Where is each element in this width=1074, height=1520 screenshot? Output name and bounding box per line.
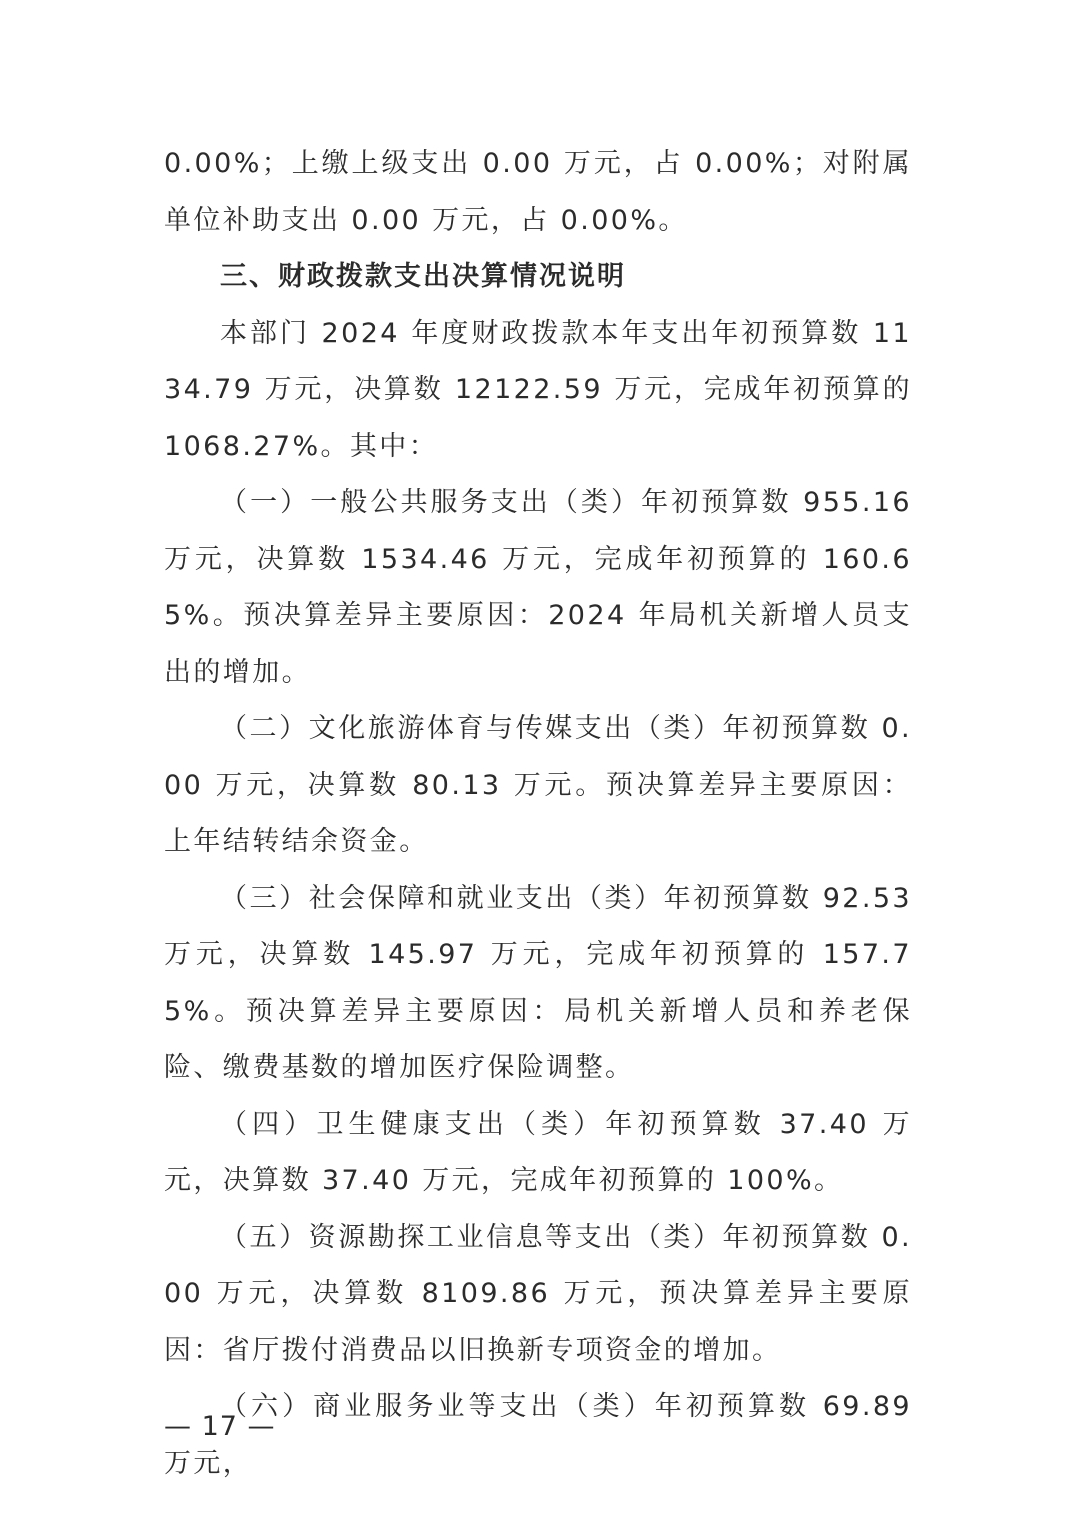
item-general-public-services: （一）一般公共服务支出（类）年初预算数 955.16 万元，决算数 1534.46 万元，完成年初预算的 160.65%。预决算差异主要原因：2024 年局机关新增人员支出的增加。 (164, 487, 912, 688)
section-heading: 三、财政拨款支出决算情况说明 (220, 261, 626, 292)
item-culture-tourism-sports-media: （二）文化旅游体育与传媒支出（类）年初预算数 0.00 万元，决算数 80.13 万元。预决算差异主要原因：上年结转结余资金。 (164, 713, 912, 857)
intro-paragraph: 本部门 2024 年度财政拨款本年支出年初预算数 1134.79 万元，决算数 12122.59 万元，完成年初预算的 1068.27%。其中： (164, 317, 912, 462)
item-social-security-employment: （三）社会保障和就业支出（类）年初预算数 92.53 万元，决算数 145.97 万元，完成年初预算的 157.75%。预决算差异主要原因：局机关新增人员和养老保险、缴费基数的增加医疗保险调整。 (164, 882, 912, 1083)
item-commerce-services: （六）商业服务业等支出（类）年初预算数 69.89 万元， (164, 1391, 912, 1479)
item-health: （四）卫生健康支出（类）年初预算数 37.40 万元，决算数 37.40 万元，完成年初预算的 100%。 (164, 1108, 912, 1196)
continuation-paragraph: 0.00%；上缴上级支出 0.00 万元，占 0.00%；对附属单位补助支出 0.00 万元，占 0.00%。 (164, 148, 912, 236)
page-number: — 17 — (164, 1411, 276, 1442)
document-body (164, 136, 912, 1492)
item-resource-exploration-industry: （五）资源勘探工业信息等支出（类）年初预算数 0.00 万元，决算数 8109.86 万元，预决算差异主要原因：省厅拨付消费品以旧换新专项资金的增加。 (164, 1221, 912, 1366)
